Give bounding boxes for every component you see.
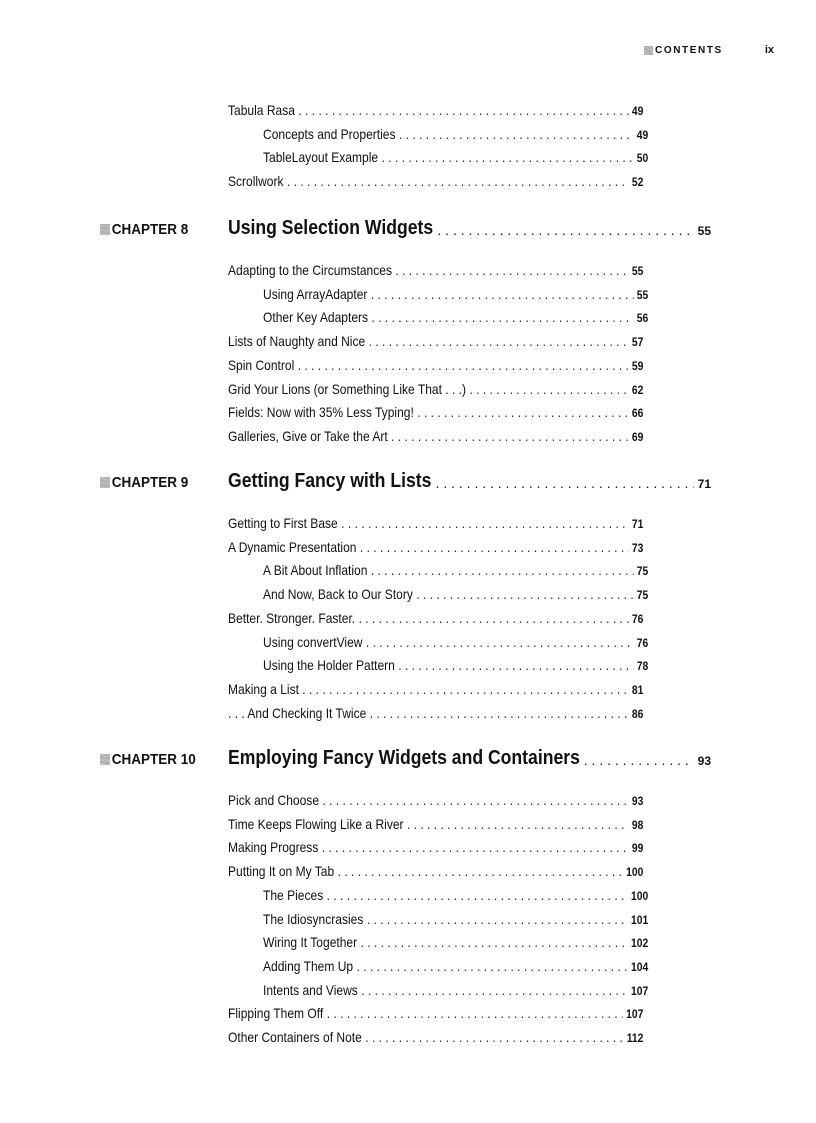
dot-leader — [359, 610, 629, 626]
toc-entry[interactable] — [228, 859, 643, 879]
dot-leader — [365, 1029, 623, 1045]
entry-title: And Now, Back to Our Story — [263, 586, 413, 603]
entry-title: Pick and Choose — [228, 792, 320, 808]
chapter-title: Employing Fancy Widgets and Containers — [228, 747, 580, 769]
dot-leader — [367, 911, 628, 927]
toc-subentry[interactable] — [263, 582, 648, 602]
toc-entry[interactable] — [228, 98, 643, 118]
dot-leader — [369, 333, 629, 349]
dot-leader — [322, 681, 628, 697]
dot-leader — [298, 102, 628, 118]
entry-title: Concepts and Properties — [263, 125, 396, 142]
toc-entry[interactable] — [228, 400, 643, 420]
dot-leader — [436, 475, 694, 491]
chapter-label — [100, 751, 196, 768]
entry-page-number: 102 — [631, 936, 649, 951]
toc-entry[interactable] — [228, 169, 643, 189]
entry-page-number: 57 — [631, 335, 644, 350]
dot-leader — [366, 634, 633, 650]
dot-leader — [370, 705, 629, 721]
section-marker-icon — [644, 46, 653, 55]
dot-leader — [361, 934, 628, 950]
dot-leader — [398, 657, 633, 673]
chapter-title-row — [228, 744, 711, 770]
toc-entry[interactable] — [228, 258, 643, 278]
toc-subentry[interactable] — [263, 145, 648, 165]
entry-title: Putting It on My Tab — [228, 863, 335, 880]
entry-title: The Pieces — [263, 886, 324, 903]
entry-page-number: 104 — [631, 959, 649, 974]
toc-subentry[interactable] — [263, 122, 648, 142]
entry-page-number: 66 — [631, 406, 644, 421]
entry-page-number: 59 — [631, 358, 644, 373]
dot-leader — [360, 539, 629, 555]
chapter-page-number: 71 — [697, 477, 711, 491]
toc-entry[interactable] — [228, 329, 643, 349]
entry-page-number: 55 — [636, 287, 649, 302]
dot-leader — [382, 149, 634, 165]
chapter-title-row — [228, 214, 711, 240]
chapter-title: Using Selection Widgets — [228, 217, 434, 239]
entry-page-number: 100 — [631, 888, 649, 903]
chapter-marker-icon — [100, 754, 110, 765]
dot-leader — [391, 428, 628, 444]
entry-title: Making Progress — [228, 839, 319, 856]
entry-page-number: 73 — [631, 540, 644, 555]
chapter-number: CHAPTER 9 — [111, 474, 189, 491]
dot-leader — [357, 958, 628, 974]
toc-entry[interactable] — [228, 677, 643, 697]
dot-leader — [416, 586, 633, 602]
entry-title: Using the Holder Pattern — [263, 657, 395, 674]
dot-leader — [361, 982, 627, 998]
entry-title: Lists of Naughty and Nice — [228, 333, 366, 350]
dot-leader — [372, 309, 634, 325]
entry-title: Time Keeps Flowing Like a River — [228, 815, 404, 832]
entry-page-number: 69 — [631, 429, 644, 444]
entry-title: Using ArrayAdapter — [263, 285, 368, 302]
toc-entry[interactable] — [228, 788, 643, 808]
dot-leader — [417, 404, 628, 420]
chapter-label — [100, 474, 188, 491]
dot-leader — [327, 1005, 623, 1021]
entry-title: TableLayout Example — [263, 149, 379, 166]
entry-title: . . . And Checking It Twice — [228, 704, 367, 721]
entry-page-number: 75 — [636, 564, 649, 579]
entry-title: A Dynamic Presentation — [228, 538, 357, 555]
toc-subentry[interactable] — [263, 883, 648, 903]
entry-title: Galleries, Give or Take the Art — [228, 427, 388, 444]
entry-page-number: 99 — [631, 841, 644, 856]
toc-subentry[interactable] — [263, 930, 648, 950]
chapter-number: CHAPTER 8 — [111, 221, 189, 238]
entry-title: Other Key Adapters — [263, 309, 369, 326]
entry-page-number: 107 — [631, 983, 649, 998]
toc-entry[interactable] — [228, 377, 643, 397]
entry-page-number: 98 — [631, 817, 644, 832]
page-number: ix — [764, 44, 774, 56]
entry-page-number: 55 — [631, 264, 644, 278]
entry-page-number: 86 — [631, 706, 644, 721]
dot-leader — [469, 381, 628, 397]
toc-entry[interactable] — [228, 353, 643, 373]
toc-entry[interactable] — [228, 535, 643, 555]
dot-leader — [341, 515, 628, 531]
dot-leader — [322, 839, 629, 855]
toc-subentry[interactable] — [263, 653, 648, 673]
toc-entry[interactable] — [228, 835, 643, 855]
toc-subentry[interactable] — [263, 282, 648, 302]
toc-subentry[interactable] — [263, 630, 648, 650]
entry-page-number: 101 — [631, 912, 649, 927]
chapter-marker-icon — [100, 477, 110, 488]
toc-entry[interactable] — [228, 1025, 643, 1045]
entry-page-number: 81 — [631, 682, 644, 697]
entry-title: Making a List . . . — [228, 680, 320, 697]
chapter-heading[interactable] — [0, 214, 816, 240]
entry-page-number: 75 — [636, 588, 649, 603]
chapter-marker-icon — [100, 224, 110, 235]
entry-page-number: 71 — [631, 517, 644, 531]
entry-title: Tabula Rasa — [228, 102, 295, 118]
chapter-page-number: 93 — [697, 754, 711, 768]
entry-page-number: 76 — [636, 635, 649, 650]
entry-page-number: 49 — [636, 127, 649, 142]
dot-leader — [395, 262, 628, 278]
entry-title: The Idiosyncrasies — [263, 910, 364, 927]
chapter-label — [100, 221, 188, 238]
entry-title: Other Containers of Note — [228, 1029, 362, 1045]
entry-title: Intents and Views — [263, 981, 358, 998]
entry-title: Adding Them Up — [263, 957, 354, 974]
entry-title: Grid Your Lions (or Something Like That . . .) — [228, 380, 467, 397]
chapter-heading[interactable] — [0, 744, 816, 770]
dot-leader — [327, 887, 628, 903]
toc-entry[interactable] — [228, 1001, 643, 1021]
entry-page-number: 50 — [636, 151, 649, 166]
entry-title: Flipping Them Off — [228, 1005, 324, 1022]
chapter-heading[interactable] — [0, 467, 816, 493]
toc-entry[interactable] — [228, 812, 643, 832]
toc-subentry[interactable] — [263, 907, 648, 927]
entry-title: Using convertView — [263, 633, 363, 650]
toc-subentry[interactable] — [263, 954, 648, 974]
entry-title: Fields: Now with 35% Less Typing! — [228, 404, 414, 421]
dot-leader — [371, 562, 633, 578]
toc-subentry[interactable] — [263, 558, 648, 578]
dot-leader — [437, 222, 693, 238]
entry-page-number: 52 — [631, 175, 644, 190]
toc-entry[interactable] — [228, 701, 643, 721]
dot-leader — [338, 863, 623, 879]
dot-leader — [584, 752, 694, 768]
toc-entry[interactable] — [228, 511, 643, 531]
dot-leader — [371, 286, 634, 302]
running-head — [644, 43, 774, 57]
entry-page-number: 76 — [631, 611, 644, 626]
dot-leader — [407, 816, 628, 832]
entry-title: Scrollwork — [228, 173, 284, 190]
dot-leader — [399, 126, 633, 142]
entry-page-number: 93 — [631, 794, 644, 808]
entry-page-number: 100 — [626, 865, 644, 880]
entry-title: A Bit About Inflation — [263, 562, 368, 579]
chapter-number: CHAPTER 10 — [111, 751, 196, 768]
chapter-title: Getting Fancy with Lists — [228, 470, 432, 492]
entry-page-number: 56 — [636, 311, 649, 326]
toc-entry[interactable] — [228, 606, 643, 626]
entry-title: Spin Control — [228, 356, 295, 373]
entry-page-number: 112 — [626, 1031, 644, 1045]
entry-page-number: 49 — [631, 104, 644, 118]
entry-title: Better. Stronger. Faster. — [228, 609, 356, 626]
toc-subentry[interactable] — [263, 305, 648, 325]
entry-title: Adapting to the Circumstances — [228, 262, 392, 278]
entry-page-number: 62 — [631, 382, 644, 397]
toc-subentry[interactable] — [263, 978, 648, 998]
chapter-page-number: 55 — [697, 224, 711, 238]
dot-leader — [322, 792, 628, 808]
entry-page-number: 78 — [636, 659, 649, 674]
chapter-title-row — [228, 467, 711, 493]
toc-entry[interactable] — [228, 424, 643, 444]
entry-title: Getting to First Base — [228, 515, 338, 531]
running-head-label: CONTENTS — [655, 44, 723, 56]
dot-leader — [298, 357, 629, 373]
dot-leader — [287, 173, 628, 189]
entry-title: Wiring It Together — [263, 934, 358, 951]
entry-page-number: 107 — [626, 1007, 644, 1022]
